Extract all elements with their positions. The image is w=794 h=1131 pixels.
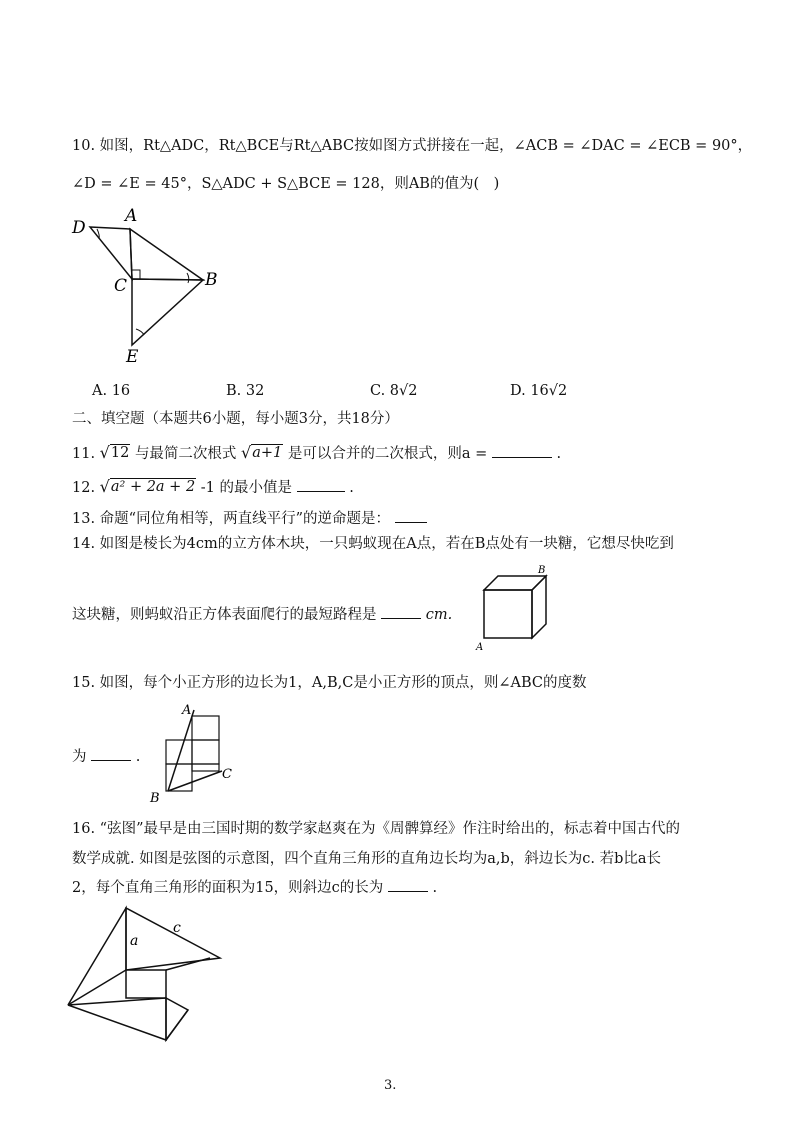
q16-line3-text: 2，每个直角三角形的面积为15，则斜边c的长为 [72, 880, 384, 896]
q10-option-a: A. 16 [92, 383, 131, 399]
q15-end: . [135, 749, 141, 765]
q12-number: 12. [72, 480, 96, 496]
q13-text: 13. 命题“同位角相等，两直线平行”的逆命题是： [72, 511, 390, 527]
q15-answer-blank[interactable] [91, 760, 131, 761]
section-heading: 二、填空题（本题共6小题，每小题3分，共18分） [72, 411, 399, 427]
q10-option-d: D. 16√2 [510, 383, 568, 399]
grid-square [166, 740, 192, 764]
q14-cube-figure [470, 562, 560, 654]
cube-top-face [484, 576, 546, 590]
right-triangle-top [126, 908, 220, 970]
label-a: A [125, 206, 138, 226]
q16-line1: 16. “弦图”最早是由三国时期的数学家赵爽在为《周髀算经》作注时给出的，标志着中国古代的 [72, 821, 680, 837]
triangle-adc [90, 227, 132, 279]
segment-ab [168, 710, 194, 791]
radicand-quadratic: a² + 2a + 2 [110, 479, 196, 495]
page-number: 3. [384, 1078, 397, 1093]
q10-option-b: B. 32 [226, 383, 265, 399]
radical-quadratic: √ a² + 2a + 2 [99, 477, 196, 496]
angle-mark-b [187, 273, 189, 283]
radical-12: √ 12 [99, 443, 130, 462]
q14-line2 [72, 606, 452, 624]
radical-a-plus-1: √ a+1 [241, 443, 283, 462]
q14-unit: cm. [425, 607, 453, 623]
right-triangle-bottom [68, 998, 166, 1040]
label-b: B [205, 270, 218, 290]
radicand-a-plus-1: a+1 [252, 445, 283, 461]
grid-square [192, 716, 219, 740]
label-c: C [114, 276, 128, 296]
q12-end: . [349, 480, 354, 496]
grid-label-a: A [182, 703, 192, 718]
q10-line1: 10. 如图，Rt△ADC，Rt△BCE与Rt△ABC按如图方式拼接在一起，∠ACB = ∠DAC = ∠ECB = 90°， [72, 138, 753, 154]
q11-end: . [556, 446, 562, 462]
grid-label-c: C [222, 767, 232, 782]
label-d: D [72, 218, 86, 238]
grid-label-b: B [150, 791, 160, 806]
q14-line1: 14. 如图是棱长为4cm的立方体木块，一只蚂蚁现在A点，若在B点处有一块糖，它想尽快吃到 [72, 536, 674, 552]
q14-line2-text: 这块糖，则蚂蚁沿正方体表面爬行的最短路程是 [72, 607, 377, 623]
xiantu-label-c: c [173, 920, 181, 936]
q12-line [72, 478, 354, 497]
triangle-abc [130, 229, 203, 280]
q11-answer-blank[interactable] [492, 457, 552, 458]
cube-label-a: A [476, 642, 484, 653]
q13-answer-blank[interactable] [395, 522, 427, 523]
q12-answer-blank[interactable] [297, 491, 345, 492]
label-e: E [126, 347, 139, 367]
q10-option-c: C. 8√2 [370, 383, 418, 399]
q16-line3 [72, 879, 437, 897]
q16-xiantu-figure [60, 900, 230, 1060]
q14-answer-blank[interactable] [381, 618, 421, 619]
inner-square [126, 970, 166, 998]
q11-number: 11. [72, 446, 96, 462]
triangle-bce [132, 279, 203, 345]
edge-line-2 [166, 1010, 188, 1040]
q10-line2: ∠D = ∠E = 45°，S△ADC + S△BCE = 128，则AB的值为( ) [72, 176, 500, 192]
q15-line2 [72, 748, 140, 766]
q11-mid-text: 与最简二次根式 [134, 446, 237, 462]
grid-squares [166, 716, 219, 791]
right-triangle-left [68, 908, 126, 1005]
q16-answer-blank[interactable] [388, 891, 428, 892]
radicand-12: 12 [110, 445, 130, 461]
right-triangle-right [166, 998, 188, 1040]
xiantu-label-a: a [130, 933, 139, 949]
cube-front-face [484, 590, 532, 638]
q13-line [72, 510, 427, 528]
q10-figure [66, 205, 226, 375]
q16-line2: 数学成就. 如图是弦图的示意图，四个直角三角形的直角边长均为a,b，斜边长为c. 若b比a长 [72, 851, 662, 867]
q15-line2-text: 为 [72, 749, 87, 765]
grid-square [192, 764, 219, 771]
right-angle-mark [132, 270, 140, 279]
q12-tail-text: -1 的最小值是 [200, 480, 293, 496]
grid-square [192, 740, 219, 764]
cube-label-b: B [538, 565, 546, 576]
cube-side-face [532, 576, 546, 638]
q11-tail-text: 是可以合并的二次根式，则a = [287, 446, 488, 462]
q15-grid-figure [148, 700, 248, 806]
q15-line1: 15. 如图，每个小正方形的边长为1，A,B,C是小正方形的顶点，则∠ABC的度数 [72, 675, 587, 691]
q16-end: . [432, 880, 438, 896]
q11-line [72, 444, 561, 463]
segment-bc [168, 771, 222, 791]
